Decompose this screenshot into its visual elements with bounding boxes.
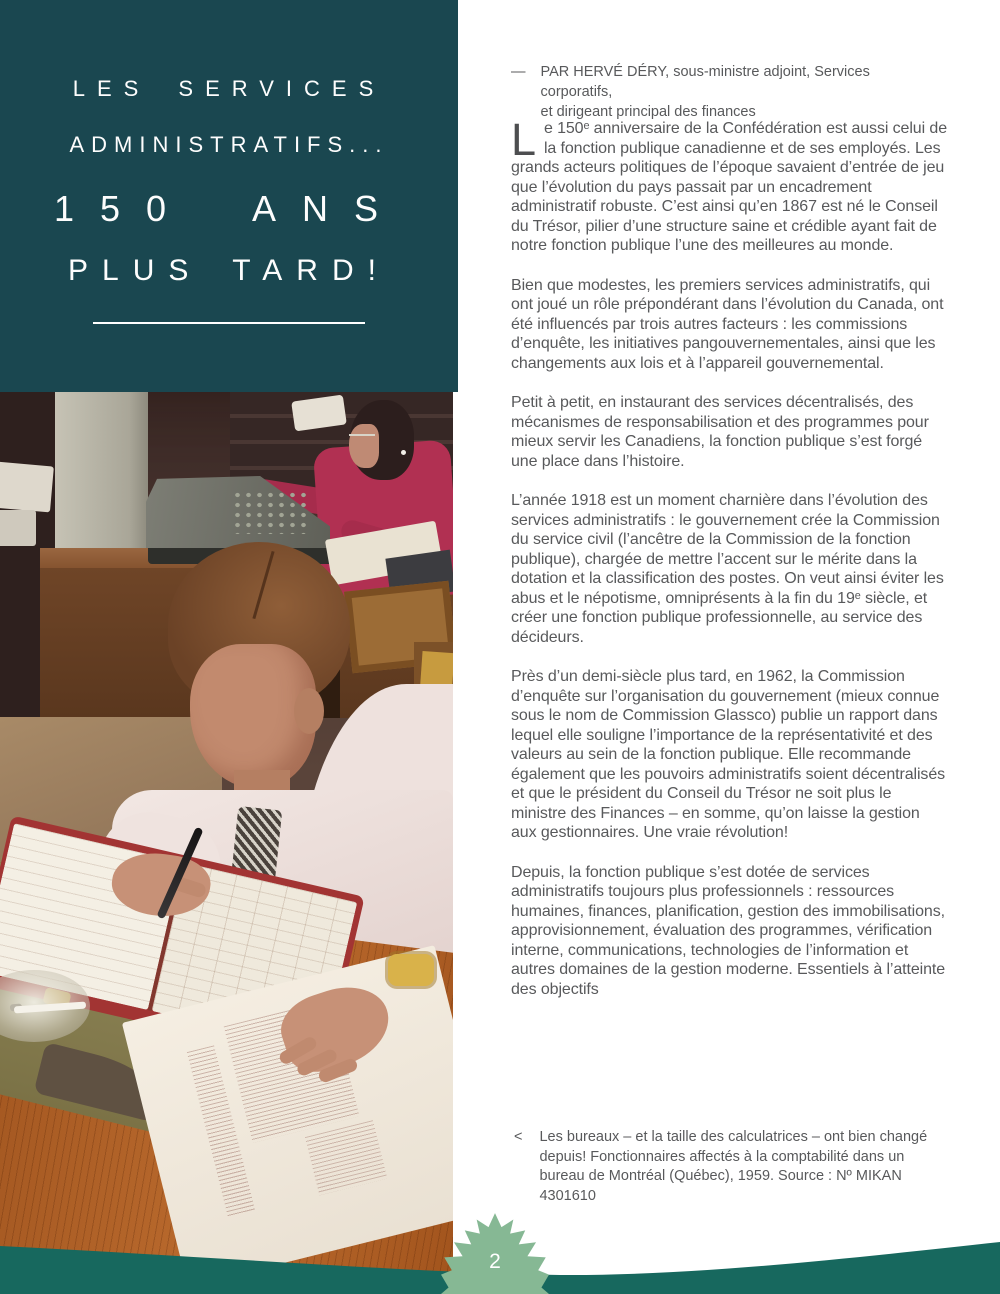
byline-text — [541, 62, 942, 122]
caption-text: Les bureaux – et la taille des calculatrices – ont bien changé depuis! Fonctionnaires affectés à la comptabilité dans un bureau de Montréal (Québec), 1959. Source : Nº MIKAN 4301610 — [539, 1129, 928, 1204]
title-line-1: LES SERVICES — [72, 76, 386, 101]
paragraph-1 — [511, 114, 948, 256]
title-block — [0, 0, 458, 392]
paragraph-6: Depuis, la fonction publique s’est dotée de services administratifs toujours plus professionnels : ressources humaines, finances, planification, gestion des immobilisations, approvisionnement, évaluation des programmes, vérification interne, communications, technologies de l’information et autres domaines de la gestion moderne. Essentiels à l’atteinte des objectifs — [511, 863, 946, 998]
photo-woman-glasses — [349, 434, 375, 441]
byline — [511, 62, 941, 122]
byline-line-1: PAR HERVÉ DÉRY, sous-ministre adjoint, Services corporatifs, — [540, 64, 870, 100]
photo-wristwatch — [388, 954, 434, 986]
photo-pillar — [55, 392, 148, 568]
title-line-3: 150 ANS — [53, 188, 405, 229]
photo-man-ear — [294, 688, 324, 734]
paragraph-5: Près d’un demi-siècle plus tard, en 1962, la Commission d’enquête sur l’organisation du gouvernement (mieux connue sous le nom de Commission Glassco) publie un rapport dans lequel elle souligne l’importance de la représentativité et des valeurs au sein de la fonction publique. Elle recommande également que les pouvoirs administratifs soient décentralisés et que le président du Conseil du Trésor ne soit plus le ministre des Finances – en somme, qu’on laisse la gestion aux gestionnaires. Une vraie révolution! — [511, 668, 946, 841]
photo-print-column — [305, 1120, 387, 1195]
photo-binder — [0, 510, 36, 546]
photo-binder — [0, 462, 54, 513]
paragraph-1-text: e 150ᵉ anniversaire de la Confédération est aussi celui de la fonction publique canadienne et de ses employés. Les grands acteurs politiques de l’époque savaient d’entrée de jeu que l’évolution du pays passait par un encadrement administratif robuste. C’est ainsi qu’en 1867 est né le Conseil du Trésor, pilier d’une structure saine et crédible ayant fait de notre fonction publique l’une des meilleures au monde. — [511, 120, 948, 254]
title-line-4: PLUS TARD! — [68, 254, 390, 287]
paragraph-2: Bien que modestes, les premiers services administratifs, qui ont joué un rôle prépondérant dans l’évolution du Canada, ont été influencés par trois autres facteurs : les commissions d’enquête, les initiatives pangouvernementales, ainsi que les changements aux lois et à l’appareil gouvernemental. — [511, 276, 944, 372]
photo-adding-machine-keys — [232, 490, 312, 534]
paragraph-4: L’année 1918 est un moment charnière dans l’évolution des services administratifs : le gouvernement crée la Commission du service civil (l’ancêtre de la Commission de la fonction publique), chargée de mettre l’accent sur le mérite dans la dotation et la classification des postes. On veut ainsi éviter les abus et le népotisme, omniprésents à la fin du 19ᵉ siècle, et créer une fonction publique professionnelle, au service des décideurs. — [511, 492, 944, 646]
page-number: 2 — [489, 1250, 501, 1273]
title-underline — [93, 322, 365, 324]
photo-woman-face — [349, 424, 379, 468]
paragraph-3: Petit à petit, en instaurant des services décentralisés, des mécanismes de responsabilisation et des programmes pour mieux servir les Canadiens, la fonction publique s’est forgé une place dans l’histoire. — [511, 394, 929, 470]
caption-chevron-icon: < — [514, 1129, 523, 1145]
archival-office-photo — [0, 392, 453, 1294]
byline-line-2: et dirigeant principal des finances — [540, 104, 756, 120]
article-body — [511, 114, 948, 1019]
title-line-2: ADMINISTRATIFS... — [69, 132, 389, 157]
dropcap: L — [511, 114, 536, 165]
photo-woman-earring — [401, 450, 406, 455]
byline-dash: — — [511, 64, 526, 80]
photo-caption — [514, 1128, 942, 1206]
